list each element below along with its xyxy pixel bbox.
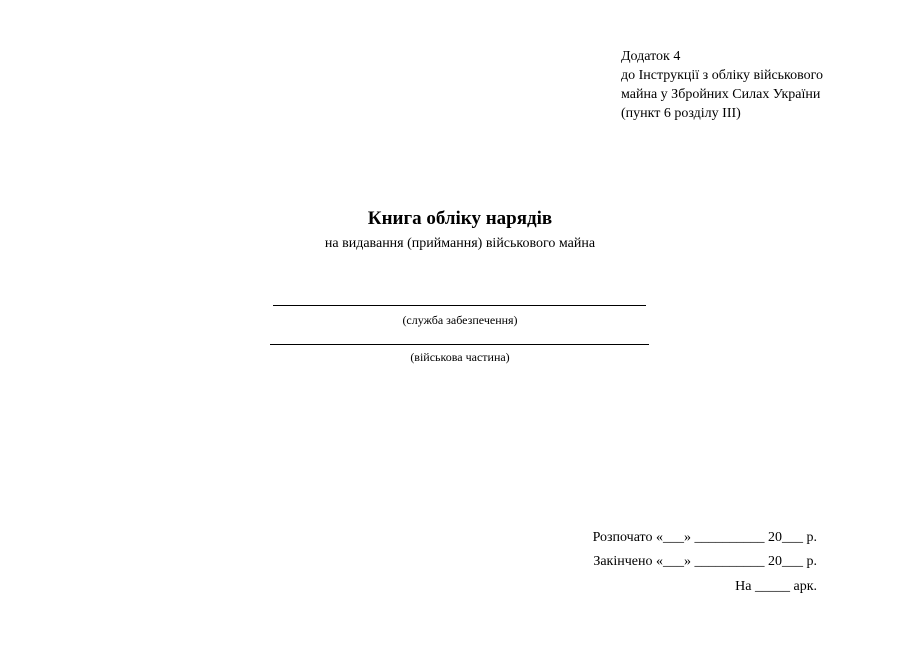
appendix-line: Додаток 4 <box>621 49 681 64</box>
unit-caption: (військова частина) <box>410 350 510 364</box>
service-blank-line <box>273 305 646 306</box>
document-title: Книга обліку нарядів <box>367 208 553 229</box>
service-caption: (служба забезпечення) <box>402 313 518 327</box>
finished-date-line: Закінчено «___» __________ 20___ р. <box>593 554 817 569</box>
started-date-line: Розпочато «___» __________ 20___ р. <box>592 530 817 545</box>
appendix-block <box>621 47 901 123</box>
sheet-count-line: На _____ арк. <box>735 579 817 594</box>
unit-blank-line <box>270 344 649 345</box>
appendix-line: майна у Збройних Силах України <box>621 87 821 102</box>
document-subtitle: на видавання (приймання) військового майна <box>324 236 596 251</box>
appendix-line: до Інструкції з обліку військового <box>621 68 824 83</box>
appendix-line: (пункт 6 розділу ІІІ) <box>621 106 741 121</box>
